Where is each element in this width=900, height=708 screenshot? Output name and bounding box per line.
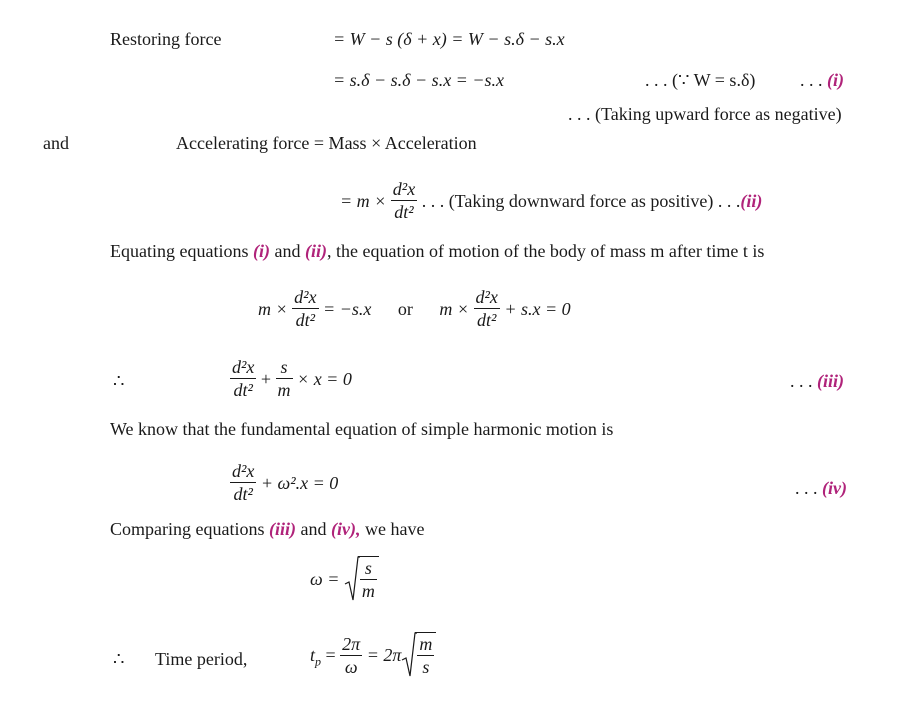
accelerating-force-line: Accelerating force = Mass × Acceleration	[176, 133, 477, 153]
restoring-force-label: Restoring force	[110, 29, 222, 49]
upward-force-note: . . . (Taking upward force as negative)	[568, 104, 842, 124]
s-over-m-fraction: $\frac{s}{m}$	[277, 357, 291, 400]
weight-note: . . . (∵ W = s.δ)	[645, 70, 756, 90]
restoring-force-expr: = W − s (δ + x) = W − s.δ − s.x	[333, 29, 565, 49]
equation-of-motion: m × $\frac{\text{d²x}}{\text{dt²}}$ = −s.x or m × $\frac{\text{d²x}}{\text{dt²}}$ + s.x = 0	[258, 287, 571, 330]
eq-label-iii: . . . (iii)	[790, 371, 844, 391]
time-period-equation: $t_p$ = $\frac{2\pi}{\omega}$ = 2π $\frac{m}{s}$	[310, 632, 436, 678]
time-period-label: Time period,	[155, 649, 248, 669]
square-root	[344, 556, 379, 602]
restoring-force-simplified: = s.δ − s.δ − s.x = −s.x	[333, 70, 504, 90]
shm-sentence: We know that the fundamental equation of simple harmonic motion is	[110, 419, 614, 439]
d2x-dt2-fraction: $\frac{\text{d²x}}{\text{dt²}}$	[294, 287, 317, 330]
m-over-s-fraction: $\frac{m}{s}$	[419, 634, 433, 677]
equation-iv: $\frac{\text{d²x}}{\text{dt²}}$ + ω².x = 0	[232, 461, 339, 504]
d2x-dt2-fraction: $\frac{\text{d²x}}{\text{dt²}}$	[392, 179, 416, 222]
square-root	[401, 632, 436, 678]
two-pi-over-omega-fraction: $\frac{2\pi}{\omega}$	[342, 633, 361, 677]
comparing-sentence: Comparing equations (iii) and (iv), we have	[110, 519, 425, 539]
d2x-dt2-fraction: $\frac{\text{d²x}}{\text{dt²}}$	[232, 357, 255, 400]
d2x-dt2-fraction: $\frac{\text{d²x}}{\text{dt²}}$	[232, 461, 255, 504]
downward-force-note: . . . (Taking downward force as positive) . . .	[421, 190, 741, 211]
therefore-symbol: ∴	[113, 649, 125, 669]
eq-label-ii: (ii)	[740, 190, 763, 211]
eq-label-i: . . . (i)	[800, 70, 844, 90]
s-over-m-fraction: $\frac{s}{m}$	[361, 558, 375, 601]
or-word: or	[397, 298, 413, 319]
d2x-dt2-fraction: $\frac{\text{d²x}}{\text{dt²}}$	[475, 287, 498, 330]
eq-label-iv: . . . (iv)	[795, 478, 847, 498]
omega-equation: ω = $\frac{s}{m}$	[310, 556, 379, 602]
therefore-symbol: ∴	[113, 371, 125, 391]
equation-iii: $\frac{\text{d²x}}{\text{dt²}}$ + $\frac{s}{m}$ × x = 0	[232, 357, 352, 400]
and-word: and	[43, 133, 69, 153]
equating-sentence: Equating equations (i) and (ii), the equation of motion of the body of mass m after time t is	[110, 241, 765, 261]
accelerating-force-expr: = m × $\frac{\text{d²x}}{\text{dt²}}$ . . . (Taking downward force as positive) . . .(ii)	[340, 179, 763, 222]
